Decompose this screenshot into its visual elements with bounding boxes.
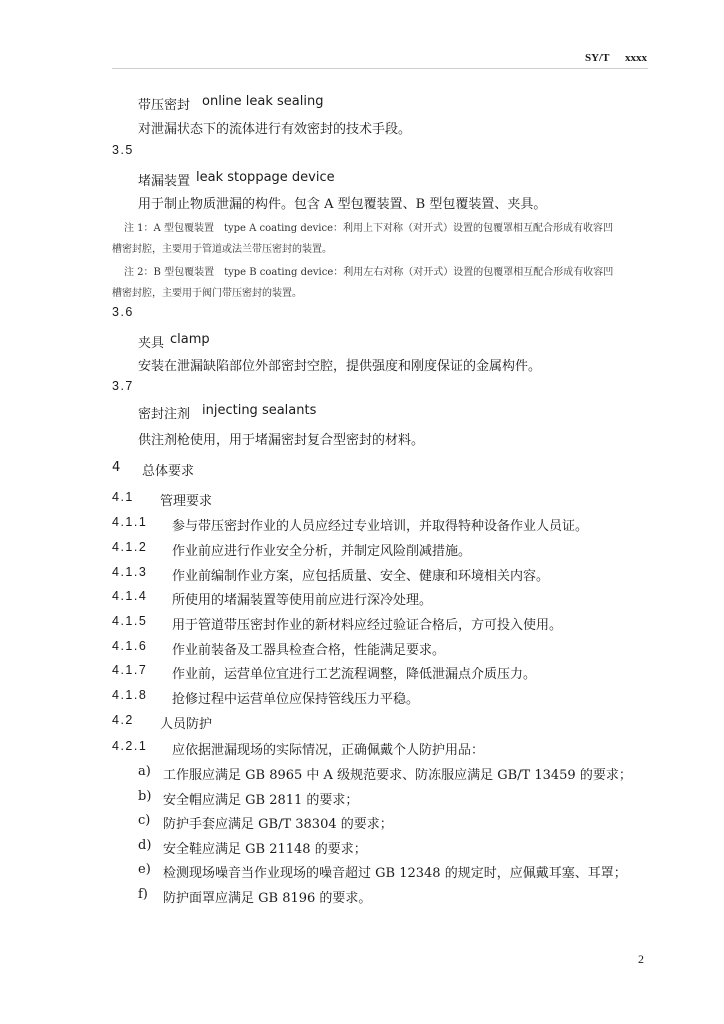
list-item: 安全帽应满足 GB 2811 的要求； <box>163 793 359 808</box>
list-item: 防护面罩应满足 GB 8196 的要求。 <box>163 891 372 906</box>
subsection-number: 4.1 <box>112 490 134 504</box>
note-line: 注 2：B 型包覆装置 type B coating device：利用左右对称（对开式）设置的包覆罩相互配合形成有收容凹 <box>124 267 614 278</box>
list-label: f) <box>138 887 148 902</box>
clause-number: 4.1.3 <box>112 565 148 579</box>
subsection-number: 4.2 <box>112 713 134 727</box>
standard-number: xxxx <box>625 52 647 64</box>
list-item: 安全鞋应满足 GB 21148 的要求； <box>163 842 367 857</box>
list-item: 检测现场噪音当作业现场的噪音超过 GB 12348 的规定时，应佩戴耳塞、耳罩； <box>163 866 627 881</box>
list-label: c) <box>138 813 151 828</box>
clause-number: 4.1.8 <box>112 688 148 702</box>
clause-number: 4.1.6 <box>112 639 148 653</box>
list-item: 防护手套应满足 GB/T 38304 的要求； <box>163 817 393 832</box>
term-en: injecting sealants <box>202 403 317 418</box>
clause-text: 作业前编制作业方案，应包括质量、安全、健康和环境相关内容。 <box>172 569 550 584</box>
subsection-title: 管理要求 <box>160 494 213 509</box>
clause-number: 4.1.1 <box>112 515 148 529</box>
clause-text: 作业前应进行作业安全分析，并制定风险削减措施。 <box>172 544 472 559</box>
term-definition: 对泄漏状态下的流体进行有效密封的技术手段。 <box>138 122 412 137</box>
list-label: b) <box>138 789 152 804</box>
standard-code: SY/T <box>585 52 610 64</box>
clause-number: 3.6 <box>112 305 134 319</box>
list-item: 工作服应满足 GB 8965 中 A 级规范要求、防冻服应满足 GB/T 13459 的要求； <box>163 768 632 783</box>
term-definition: 供注剂枪使用，用于堵漏密封复合型密封的材料。 <box>138 433 425 448</box>
section-number: 4 <box>112 460 121 475</box>
section-title: 总体要求 <box>142 464 195 479</box>
list-label: d) <box>138 838 152 853</box>
note-line: 注 1：A 型包覆装置 type A coating device：利用上下对称（对开式）设置的包覆罩相互配合形成有收容凹 <box>124 223 614 234</box>
list-label: e) <box>138 862 151 877</box>
term-en: clamp <box>170 332 210 347</box>
clause-number: 3.5 <box>112 143 134 157</box>
clause-text: 参与带压密封作业的人员应经过专业培训，并取得特种设备作业人员证。 <box>172 519 589 534</box>
note-line: 槽密封腔，主要用于管道或法兰带压密封的装置。 <box>112 244 332 255</box>
term-zh: 密封注剂 <box>138 407 191 422</box>
term-zh: 堵漏装置 <box>138 174 191 189</box>
page-number: 2 <box>638 952 644 966</box>
clause-number: 3.7 <box>112 379 134 393</box>
clause-number: 4.1.5 <box>112 614 148 628</box>
clause-text: 作业前，运营单位宜进行工艺流程调整，降低泄漏点介质压力。 <box>172 667 537 682</box>
header-divider <box>112 68 648 69</box>
clause-text: 应依据泄漏现场的实际情况，正确佩戴个人防护用品： <box>172 743 485 758</box>
term-zh: 夹具 <box>138 336 165 351</box>
clause-text: 作业前装备及工器具检查合格，性能满足要求。 <box>172 643 446 658</box>
term-en: online leak sealing <box>202 94 324 109</box>
note-line: 槽密封腔，主要用于阀门带压密封的装置。 <box>112 288 302 299</box>
term-definition: 用于制止物质泄漏的构件。包含 A 型包覆装置、B 型包覆装置、夹具。 <box>138 197 547 212</box>
clause-number: 4.1.7 <box>112 663 148 677</box>
clause-text: 抢修过程中运营单位应保持管线压力平稳。 <box>172 692 420 707</box>
subsection-title: 人员防护 <box>160 717 213 732</box>
clause-number: 4.2.1 <box>112 739 148 753</box>
term-en: leak stoppage device <box>196 170 335 185</box>
clause-number: 4.1.4 <box>112 589 148 603</box>
term-zh: 带压密封 <box>138 98 191 113</box>
list-label: a) <box>138 764 151 779</box>
term-definition: 安装在泄漏缺陷部位外部密封空腔，提供强度和刚度保证的金属构件。 <box>138 359 542 374</box>
clause-text: 用于管道带压密封作业的新材料应经过验证合格后，方可投入使用。 <box>172 618 563 633</box>
clause-number: 4.1.2 <box>112 540 148 554</box>
clause-text: 所使用的堵漏装置等使用前应进行深冷处理。 <box>172 593 433 608</box>
